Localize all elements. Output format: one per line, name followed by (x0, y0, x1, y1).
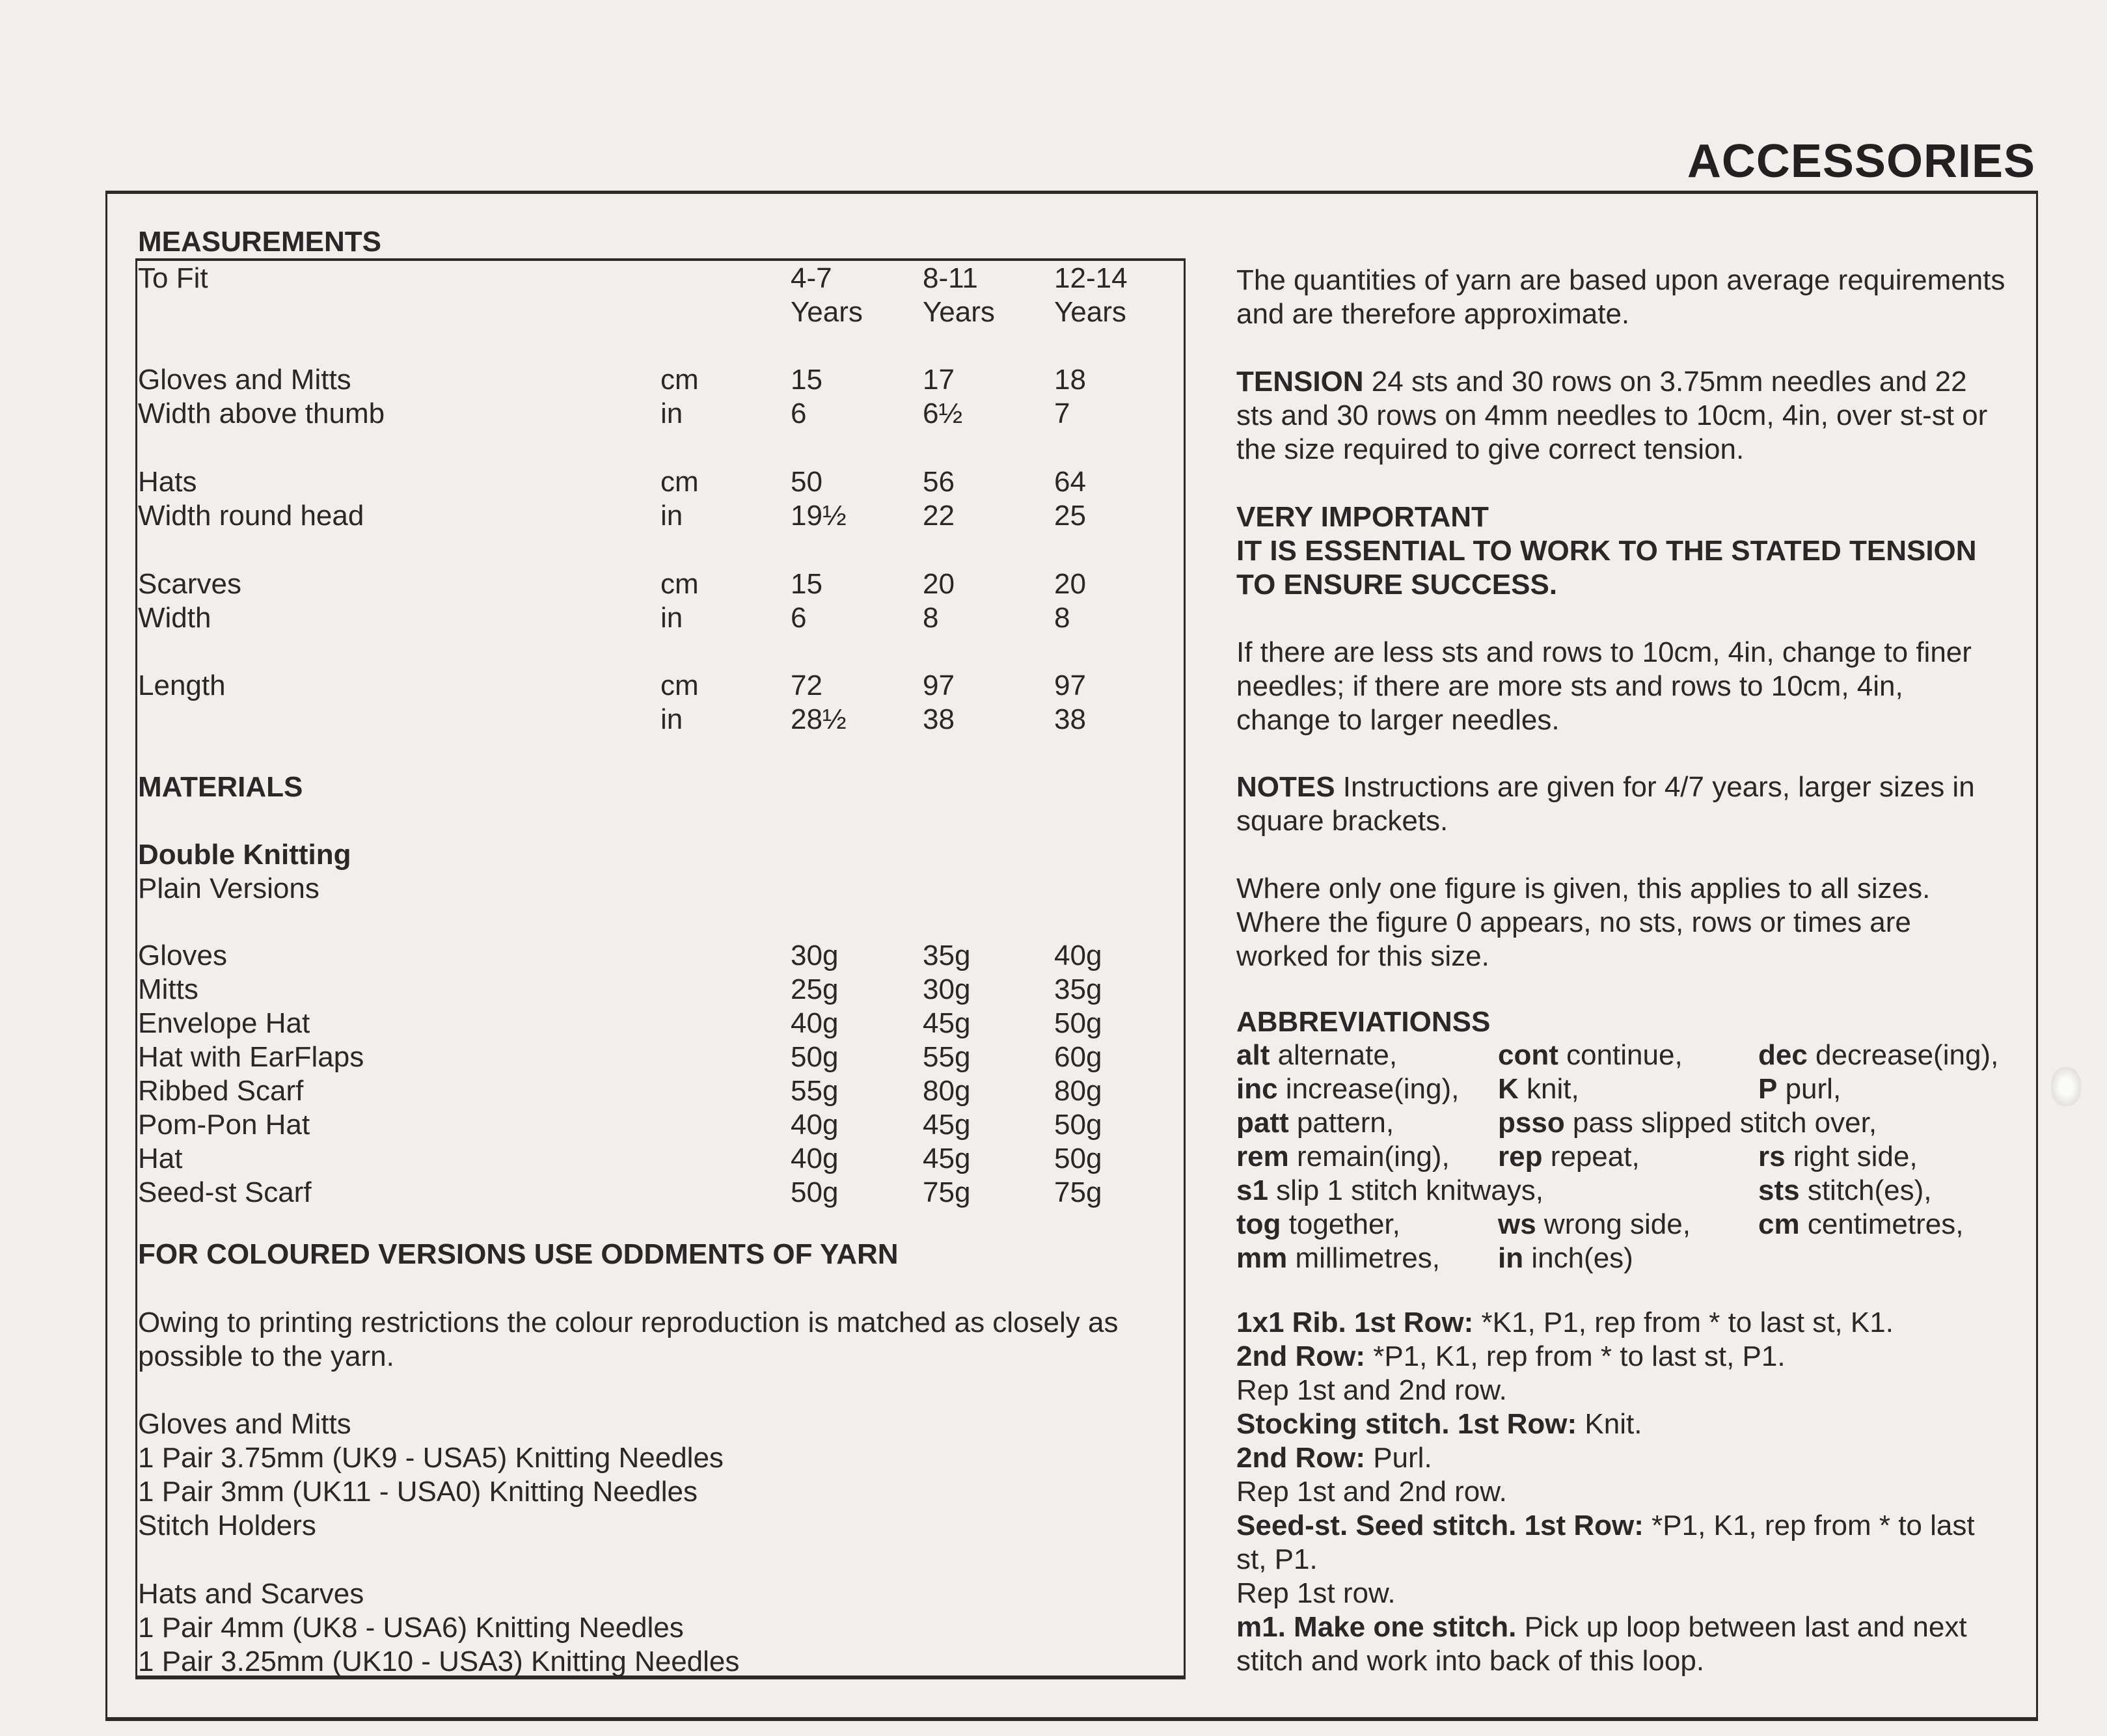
item-value: 50g (1054, 1109, 1102, 1141)
notes-text: square brackets. (1236, 805, 1448, 837)
item-value: 75g (923, 1176, 971, 1208)
item-value: 50g (1054, 1143, 1102, 1174)
abbr-entry: patt pattern, (1236, 1107, 1394, 1139)
notes-label: NOTES (1236, 771, 1335, 803)
table-row (138, 499, 1179, 533)
figure-note: Where the figure 0 appears, no sts, rows or times are (1236, 906, 1911, 938)
abbr-row (1236, 1038, 2037, 1072)
item-label: Hat (138, 1143, 183, 1174)
size-years: Years (1054, 296, 1126, 328)
row-value: 20 (1054, 568, 1086, 600)
size-years: Years (923, 296, 995, 328)
page-title: ACCESSORIES (1687, 135, 2035, 187)
abbr-entry: ws wrong side, (1498, 1208, 1691, 1240)
row-value: 19½ (791, 500, 847, 532)
to-fit-years-row (138, 295, 1179, 329)
row-value: 18 (1054, 364, 1086, 396)
abbr-entry: rep repeat, (1498, 1141, 1640, 1173)
abbreviations-list (1236, 1038, 2037, 1275)
item-value: 45g (923, 1109, 971, 1141)
item-label: Seed-st Scarf (138, 1176, 312, 1208)
colour-note: Owing to printing restrictions the colour reproduction is matched as closely as (138, 1307, 1119, 1338)
abbr-entry: psso pass slipped stitch over, (1498, 1107, 1877, 1139)
row-unit: in (660, 398, 683, 429)
item-value: 60g (1054, 1041, 1102, 1073)
needle-item: 1 Pair 4mm (UK8 - USA6) Knitting Needles (138, 1612, 684, 1644)
row-value: 15 (791, 364, 822, 396)
item-value: 50g (1054, 1007, 1102, 1039)
stitch-line: Seed-st. Seed stitch. 1st Row: *P1, K1, rep from * to last (1236, 1510, 1975, 1541)
quantities-note: The quantities of yarn are based upon average requirements (1236, 264, 2005, 296)
important-warning: IT IS ESSENTIAL TO WORK TO THE STATED TENSION (1236, 535, 1977, 567)
figure-note: Where only one figure is given, this applies to all sizes. (1236, 873, 1931, 904)
row-value: 28½ (791, 703, 847, 735)
row-value: 25 (1054, 500, 1086, 532)
stitch-line: Rep 1st and 2nd row. (1236, 1374, 1507, 1406)
row-unit: in (660, 703, 683, 735)
table-row (138, 397, 1179, 431)
stitch-line: 1x1 Rib. 1st Row: *K1, P1, rep from * to last st, K1. (1236, 1307, 1894, 1338)
group-title: Hats and Scarves (138, 1578, 364, 1610)
row-value: 72 (791, 670, 822, 701)
row-unit: cm (660, 364, 699, 396)
notes-paragraph (1236, 770, 1975, 804)
adjust-note: needles; if there are more sts and rows to 10cm, 4in, (1236, 670, 1903, 702)
row-value: 22 (923, 500, 955, 532)
item-value: 75g (1054, 1176, 1102, 1208)
abbr-entry: P purl, (1758, 1073, 1842, 1105)
row-label: Width (138, 602, 211, 634)
table-row (138, 703, 1179, 737)
row-value: 7 (1054, 398, 1070, 429)
item-value: 30g (791, 940, 839, 971)
stitch-line: m1. Make one stitch. Pick up loop between last and next (1236, 1611, 1967, 1643)
item-label: Mitts (138, 973, 198, 1005)
to-fit-label: To Fit (138, 262, 208, 294)
size-header: 4-7 (791, 262, 832, 294)
table-row (138, 1074, 1179, 1108)
abbr-row (1236, 1072, 2037, 1106)
table-row (138, 669, 1179, 703)
item-value: 40g (791, 1143, 839, 1174)
to-fit-row (138, 262, 1179, 295)
item-value: 30g (923, 973, 971, 1005)
row-value: 97 (923, 670, 955, 701)
table-row (138, 465, 1179, 499)
row-value: 20 (923, 568, 955, 600)
row-label: Scarves (138, 568, 241, 600)
item-value: 40g (1054, 940, 1102, 971)
important-warning: TO ENSURE SUCCESS. (1236, 569, 1558, 601)
abbr-entry: rs right side, (1758, 1141, 1918, 1173)
yarn-type: Double Knitting (138, 839, 351, 871)
item-value: 35g (1054, 973, 1102, 1005)
size-header: 12-14 (1054, 262, 1128, 294)
size-years: Years (791, 296, 863, 328)
row-label: Gloves and Mitts (138, 364, 351, 396)
row-value: 56 (923, 466, 955, 498)
abbr-entry: cont continue, (1498, 1039, 1683, 1071)
abbr-row (1236, 1174, 2037, 1208)
abbr-entry: alt alternate, (1236, 1039, 1398, 1071)
group-title: Gloves and Mitts (138, 1408, 351, 1440)
stitch-line: st, P1. (1236, 1543, 1318, 1575)
quantities-note: and are therefore approximate. (1236, 298, 1630, 330)
abbr-row (1236, 1140, 2037, 1174)
adjust-note: change to larger needles. (1236, 704, 1560, 736)
row-value: 64 (1054, 466, 1086, 498)
stitch-line: stitch and work into back of this loop. (1236, 1645, 1705, 1677)
coloured-versions-heading: FOR COLOURED VERSIONS USE ODDMENTS OF YARN (138, 1238, 899, 1270)
stitch-line: Stocking stitch. 1st Row: Knit. (1236, 1408, 1642, 1440)
item-value: 80g (923, 1075, 971, 1107)
adjust-note: If there are less sts and rows to 10cm, 4in, change to finer (1236, 636, 1972, 668)
colour-note: possible to the yarn. (138, 1340, 394, 1372)
row-label: Width above thumb (138, 398, 385, 429)
item-value: 35g (923, 940, 971, 971)
item-label: Hat with EarFlaps (138, 1041, 364, 1073)
abbr-entry: dec decrease(ing), (1758, 1039, 1999, 1071)
tension-text: 24 sts and 30 rows on 3.75mm needles and 22 (1363, 366, 1967, 398)
measurements-heading: MEASUREMENTS (138, 226, 382, 258)
row-value: 6 (791, 602, 807, 634)
paper-speck (2051, 1067, 2081, 1106)
row-label: Hats (138, 466, 197, 498)
row-value: 8 (923, 602, 939, 634)
row-unit: cm (660, 466, 699, 498)
tension-label: TENSION (1236, 366, 1364, 398)
stitch-line: Rep 1st row. (1236, 1577, 1396, 1609)
row-value: 6½ (923, 398, 963, 429)
row-unit: cm (660, 670, 699, 701)
table-row (138, 601, 1179, 635)
figure-note: worked for this size. (1236, 940, 1489, 972)
row-unit: in (660, 602, 683, 634)
abbreviations-heading: ABBREVIATIONSS (1236, 1006, 1491, 1038)
table-row (138, 1142, 1179, 1176)
table-row (138, 1040, 1179, 1074)
tension-text: the size required to give correct tension. (1236, 433, 1745, 465)
needle-item: Stitch Holders (138, 1510, 316, 1541)
abbr-entry: in inch(es) (1498, 1242, 1633, 1274)
abbr-entry: mm millimetres, (1236, 1242, 1440, 1274)
abbr-entry: s1 slip 1 stitch knitways, (1236, 1174, 1543, 1206)
abbr-row (1236, 1208, 2037, 1241)
table-row (138, 939, 1179, 973)
row-label: Length (138, 670, 226, 701)
row-value: 15 (791, 568, 822, 600)
item-label: Pom-Pon Hat (138, 1109, 310, 1141)
needle-item: 1 Pair 3.75mm (UK9 - USA5) Knitting Needles (138, 1442, 724, 1474)
item-value: 40g (791, 1007, 839, 1039)
item-value: 50g (791, 1176, 839, 1208)
row-value: 17 (923, 364, 955, 396)
row-value: 97 (1054, 670, 1086, 701)
stitch-line: Rep 1st and 2nd row. (1236, 1476, 1507, 1508)
size-header: 8-11 (923, 262, 978, 294)
abbr-entry: K knit, (1498, 1073, 1579, 1105)
abbr-entry: rem remain(ing), (1236, 1141, 1450, 1173)
item-label: Gloves (138, 940, 227, 971)
row-value: 6 (791, 398, 807, 429)
abbr-entry: inc increase(ing), (1236, 1073, 1460, 1105)
tension-text: sts and 30 rows on 4mm needles to 10cm, 4in, over st-st or (1236, 400, 1988, 431)
table-row (138, 1176, 1179, 1210)
table-row (138, 973, 1179, 1007)
row-value: 50 (791, 466, 822, 498)
tension-paragraph (1236, 365, 1967, 399)
item-value: 45g (923, 1143, 971, 1174)
item-label: Envelope Hat (138, 1007, 310, 1039)
table-row (138, 567, 1179, 601)
item-value: 50g (791, 1041, 839, 1073)
materials-heading: MATERIALS (138, 771, 303, 803)
row-value: 8 (1054, 602, 1070, 634)
row-value: 38 (1054, 703, 1086, 735)
needle-item: 1 Pair 3mm (UK11 - USA0) Knitting Needles (138, 1476, 698, 1508)
item-value: 45g (923, 1007, 971, 1039)
row-unit: cm (660, 568, 699, 600)
needle-item: 1 Pair 3.25mm (UK10 - USA3) Knitting Needles (138, 1646, 740, 1677)
item-value: 80g (1054, 1075, 1102, 1107)
row-unit: in (660, 500, 683, 532)
version-label: Plain Versions (138, 873, 319, 904)
row-label: Width round head (138, 500, 364, 532)
stitch-line: 2nd Row: *P1, K1, rep from * to last st, P1. (1236, 1340, 1786, 1372)
item-value: 55g (923, 1041, 971, 1073)
table-row (138, 1007, 1179, 1040)
abbr-entry: cm centimetres, (1758, 1208, 1964, 1240)
notes-text: Instructions are given for 4/7 years, larger sizes in (1335, 771, 1975, 803)
table-row (138, 1108, 1179, 1142)
abbr-entry: sts stitch(es), (1758, 1174, 1932, 1206)
item-value: 55g (791, 1075, 839, 1107)
very-important-heading: VERY IMPORTANT (1236, 501, 1489, 533)
abbr-row (1236, 1241, 2037, 1275)
item-value: 40g (791, 1109, 839, 1141)
stitch-line: 2nd Row: Purl. (1236, 1442, 1432, 1474)
item-label: Ribbed Scarf (138, 1075, 304, 1107)
row-value: 38 (923, 703, 955, 735)
item-value: 25g (791, 973, 839, 1005)
abbr-entry: tog together, (1236, 1208, 1400, 1240)
table-row (138, 363, 1179, 397)
abbr-row (1236, 1106, 2037, 1140)
